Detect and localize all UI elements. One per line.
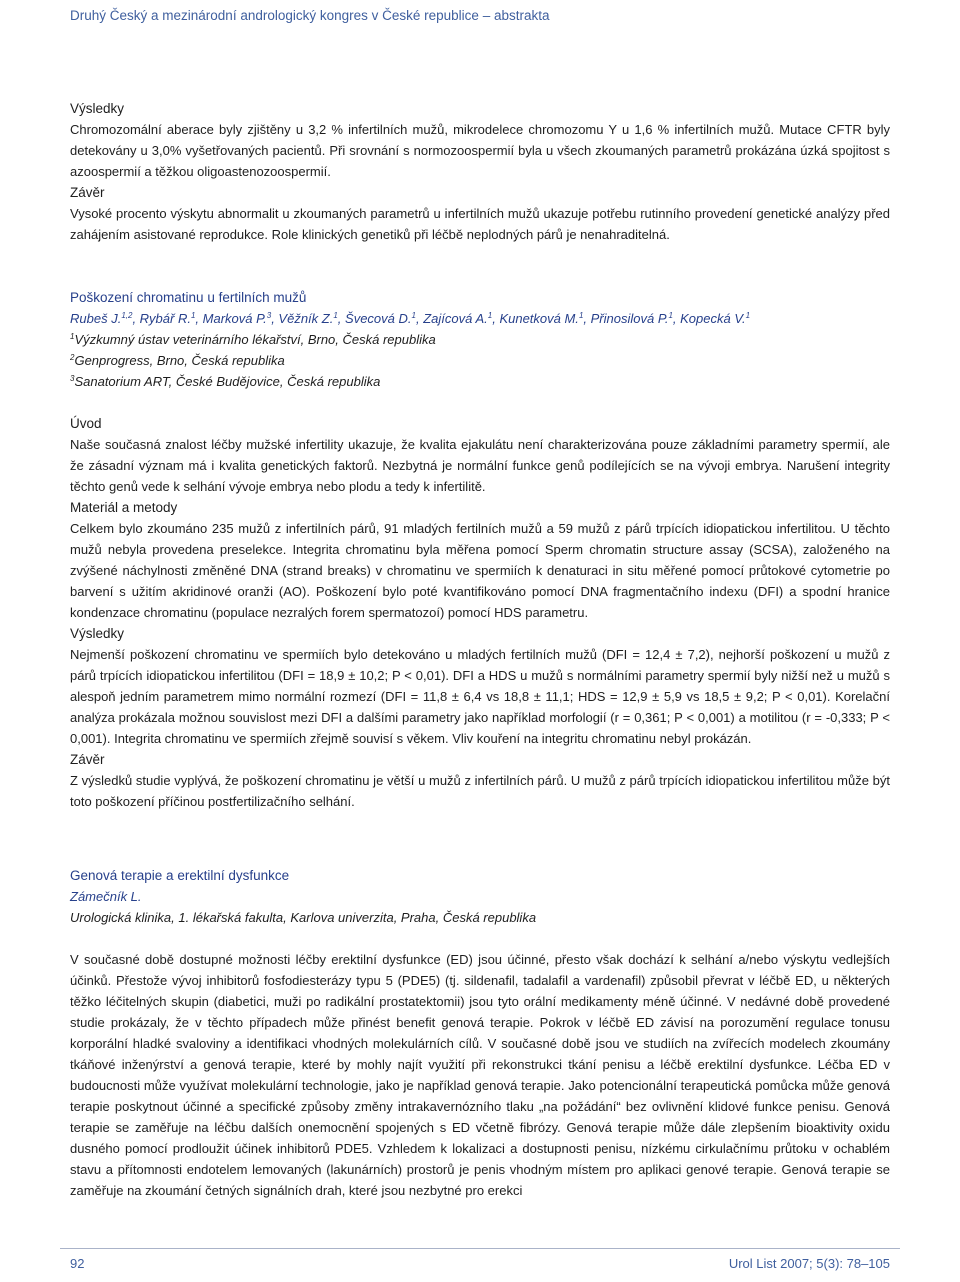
author-list-chromatin: Rubeš J.$^{1,2}$, Rybář R.$^1$, Marková P.$^3$, Věžník Z.$^1$, Švecová D.$^1$, Zajícová A.$^1$, Kunetková M.$^1$, Přinosilová P.$^1$, Kopecká V.$^1$ xyxy=(70,311,751,326)
author-name: Zajícová A. xyxy=(423,311,488,326)
gene-therapy-body: V současné době dostupné možnosti léčby erektilní dysfunkce (ED) jsou účinné, přesto však dochází k selhání a/nebo výskytu vedlejších účinků. Přestože vývoj inhibitorů fosfodiesterázy typu 5 (PDE5) (tj. sildenafil, tadalafil a vardenafil) způsobil převrat v léčbě ED, u některých těžko léčitelných skupin (diabetici, muži po radikální prostatektomii) jsou tyto orální medikamenty méně účinné. V nedávné době provedené studie prokázaly, že v těchto případech může přinést benefit genová terapie. Pokrok v léčbě ED závisí na porozumění regulace tonusu korporální hladké svaloviny a identifikaci vhodných molekulárních cílů. V současné době jsou ve studiích na zvířecích modelech zkoumány tkáňové inženýrství a genová terapie, které by mohly najít využití při rekonstrukci tkání penisu a léčbě erektilní dysfunkce. Léčba ED v budoucnosti může využívat molekulární technologie, jako je například genová terapie. Jako potencionální terapeutická pomůcka může genová terapie poskytnout účinné a specifické způsoby změny intrakavernózního tlaku „na požádání“ bez ovlivnění klidové funkce penisu. Genová terapie se zaměřuje na léčbu dalších onemocnění spojených s ED včetně fibrózy. Genová terapie může dále zlepšením bioaktivity oxidu dusného pomocí prodloužit účinek inhibitorů PDE5. Vzhledem k lokalizaci a dostupnosti penisu, nízkému cirkulačnímu průtoku v ochablém stavu a přítomnosti endotelem lemovaných (lakunárních) prostorů je penis vhodným místem pro aplikaci genové terapie. Genová terapie se zaměřuje na zkoumání četných signálních drah, které jsou nezbytné pro erekci xyxy=(70,952,890,1198)
author-name: Švecová D. xyxy=(345,311,412,326)
author-affiliation-number: 3 xyxy=(266,311,272,320)
abstract-title-chromatin: Poškození chromatinu u fertilních mužů xyxy=(70,290,307,305)
author-name: Věžník Z. xyxy=(278,311,334,326)
results-text-2: Nejmenší poškození chromatinu ve spermiích bylo detekováno u mladých fertilních mužů (DFI = 12,4 ± 7,2), nejhorší poškození u mužů z párů trpících idiopatickou infertilitou (DFI = 18,9 ± 10,2; P < 0,01). DFI a HDS u mužů s normálními parametry spermií byly nižší než u mužů s alespoň jedním parametrem mimo normální rozmezí (DFI = 11,8 ± 6,4 vs 18,8 ± 11,1; HDS = 12,9 ± 5,9 vs 18,5 ± 9,2; P < 0,01). Korelační analýza prokázala možnou souvislost mezi DFI a dalšími parametry jako například morfologií (r = 0,361; P < 0,001) a motilitou (r = -0,333; P < 0,001). Integrita chromatinu ve spermiích zřejmě souvisí s věkem. Vliv kouření na integritu chromatinu nebyl prokázán. xyxy=(70,647,890,746)
author-affiliation-number: 1 xyxy=(578,311,584,320)
affiliation-list-chromatin xyxy=(70,329,890,392)
author-name: Marková P. xyxy=(202,311,267,326)
author-name: Kunetková M. xyxy=(499,311,579,326)
intro-text: Naše současná znalost léčby mužské infertility ukazuje, že kvalita ejakulátu není charakterizována pouze základními parametry spermií, ale že zásadní význam má i kvalita genetických faktorů. Nezbytná je normální funkce genů podílejících se na vývoji embrya. Narušení integrity těchto genů vede k selhání vývoje embrya nebo plodu a tedy k infertilitě. xyxy=(70,437,890,494)
author-name: Rubeš J. xyxy=(70,311,122,326)
conclusion-text-2: Z výsledků studie vyplývá, že poškození chromatinu je větší u mužů z infertilních párů. U mužů z párů trpících idiopatickou infertilitou může být toto poškození příčinou postfertilizačního selhání. xyxy=(70,773,890,809)
affiliation-number: 3 xyxy=(70,374,75,383)
results-heading-1: Výsledky xyxy=(70,101,125,116)
affiliation-line xyxy=(70,350,890,371)
conclusion-text-1: Vysoké procento výskytu abnormalit u zkoumaných parametrů u infertilních mužů ukazuje potřebu rutinního provedení genetické analýzy před zahájením asistované reprodukce. Role klinických genetiků při léčbě neplodných párů je nenahraditelná. xyxy=(70,206,890,242)
affiliation-text: Výzkumný ústav veterinárního lékařství, Brno, Česká republika xyxy=(74,332,436,347)
affiliation-number: 2 xyxy=(70,353,75,362)
results-heading-2: Výsledky xyxy=(70,626,125,641)
abstract-title-gene-therapy: Genová terapie a erektilní dysfunkce xyxy=(70,868,290,883)
author-gene-therapy: Zámečník L. xyxy=(70,889,142,904)
affiliation-line xyxy=(70,329,890,350)
author-affiliation-number: 1 xyxy=(487,311,493,320)
affiliation-text: Sanatorium ART, České Budějovice, Česká republika xyxy=(74,374,381,389)
author-name: Rybář R. xyxy=(139,311,191,326)
author-affiliation-number: 1,2 xyxy=(121,311,133,320)
affiliation-text: Genprogress, Brno, Česká republika xyxy=(74,353,285,368)
author-affiliation-number: 1 xyxy=(333,311,338,320)
author-affiliation-number: 1 xyxy=(668,311,673,320)
affiliation-gene-therapy: Urologická klinika, 1. lékařská fakulta, Karlova univerzita, Praha, Česká republika xyxy=(70,910,537,925)
methods-heading: Materiál a metody xyxy=(70,500,178,515)
conclusion-heading-2: Závěr xyxy=(70,752,105,767)
author-affiliation-number: 1 xyxy=(190,311,196,320)
author-name: Kopecká V. xyxy=(680,311,746,326)
affiliation-line xyxy=(70,371,890,392)
journal-citation: Urol List 2007; 5(3): 78–105 xyxy=(728,1256,890,1271)
methods-text: Celkem bylo zkoumáno 235 mužů z infertilních párů, 91 mladých fertilních mužů a 59 mužů z párů trpících idiopatickou infertilitou. U těchto mužů nebyla provedena preselekce. Integrita chromatinu byla měřena pomocí Sperm chromatin structure assay (SCSA), založeného na zvýšené náchylnosti změněné DNA (strand breaks) v chromatinu ve spermiích k denaturaci in situ měřené pomocí průtokové cytometrie po barvení s užitím akridinové oranži (AO). Poškození bylo poté kvantifikováno pomocí DNA fragmentačního indexu (DFI) a spodní hranice kondenzace chromatinu (populace nezralých forem spermatozoí) pomocí HDS parametru. xyxy=(70,521,890,620)
author-affiliation-number: 1 xyxy=(411,311,416,320)
author-name: Přinosilová P. xyxy=(590,311,669,326)
author-affiliation-number: 1 xyxy=(745,311,751,320)
page-number: 92 xyxy=(70,1256,85,1271)
footer-divider xyxy=(60,1248,900,1249)
running-head: Druhý Český a mezinárodní andrologický kongres v České republice – abstrakta xyxy=(70,8,550,23)
intro-heading: Úvod xyxy=(70,416,102,431)
page-content xyxy=(70,98,890,1201)
affiliation-number: 1 xyxy=(70,332,75,341)
results-text-1: Chromozomální aberace byly zjištěny u 3,2 % infertilních mužů, mikrodelece chromozomu Y u 1,6 % infertilních mužů. Mutace CFTR byly detekovány u 3,0% vyšetřovaných pacientů. Při srovnání s normozoospermií byla u všech zkoumaných parametrů prokázána úzká spojitost s azoospermií a těžkou oligoastenozoospermií. xyxy=(70,122,890,179)
conclusion-heading-1: Závěr xyxy=(70,185,105,200)
